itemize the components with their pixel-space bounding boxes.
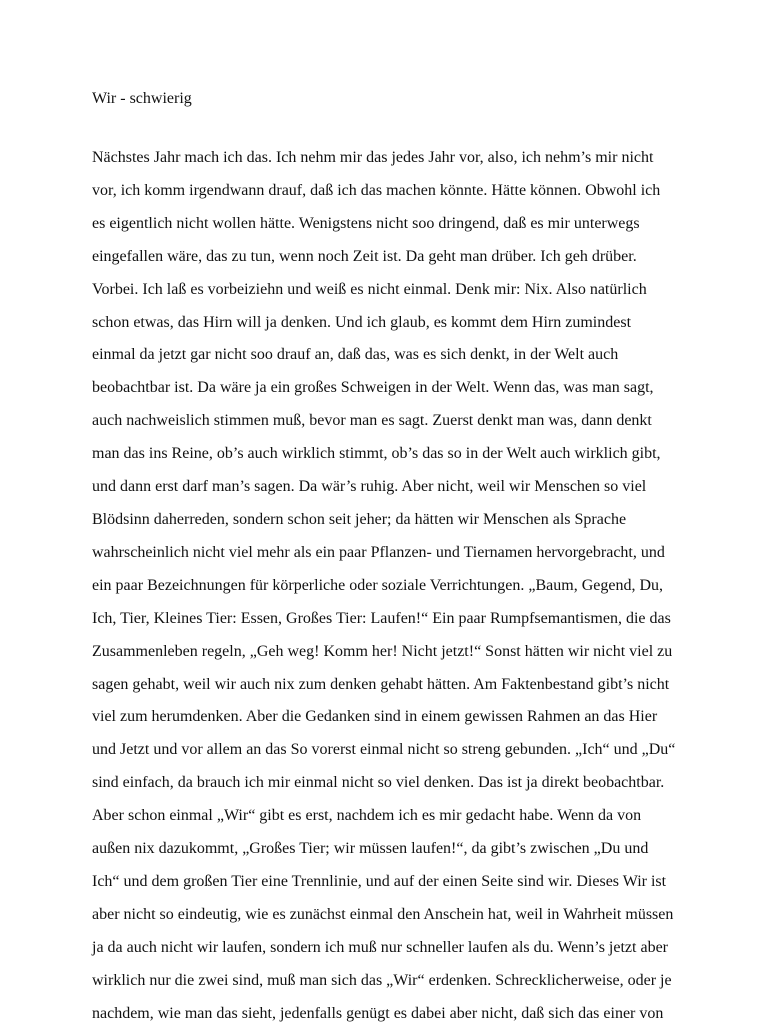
text-line: ja da auch nicht wir laufen, sondern ich muß nur schneller laufen als du. Wenn’s jetzt aber bbox=[92, 938, 668, 956]
text-line: und Jetzt und vor allem an das So vorerst einmal nicht so streng gebunden. „Ich“ und „Du“ bbox=[92, 741, 676, 759]
text-line: Ich, Tier, Kleines Tier: Essen, Großes Tier: Laufen!“ Ein paar Rumpfsemantismen, die das bbox=[92, 609, 671, 627]
document-title: Wir - schwierig bbox=[92, 90, 192, 107]
text-line: vor, ich komm irgendwann drauf, daß ich das machen könnte. Hätte können. Obwohl ich bbox=[92, 181, 661, 199]
text-line: schon etwas, das Hirn will ja denken. Und ich glaub, es kommt dem Hirn zumindest bbox=[92, 313, 632, 331]
text-line: es eigentlich nicht wollen hätte. Wenigstens nicht soo dringend, daß es mir unterwegs bbox=[92, 214, 640, 232]
text-line: Ich“ und dem großen Tier eine Trennlinie, und auf der einen Seite sind wir. Dieses Wir ist bbox=[92, 872, 667, 890]
text-line: sind einfach, da brauch ich mir einmal nicht so viel denken. Das ist ja direkt beobachtbar. bbox=[92, 774, 665, 792]
text-line: man das ins Reine, ob’s auch wirklich stimmt, ob’s das so in der Welt auch wirklich gibt, bbox=[92, 445, 661, 463]
text-line: aber nicht so eindeutig, wie es zunächst einmal den Anschein hat, weil in Wahrheit müssen bbox=[92, 905, 674, 923]
text-line: sagen gehabt, weil wir auch nix zum denken gehabt hätten. Am Faktenbestand gibt’s nicht bbox=[92, 675, 670, 693]
document-page bbox=[92, 86, 762, 1030]
text-line: viel zum herumdenken. Aber die Gedanken sind in einem gewissen Rahmen an das Hier bbox=[92, 708, 658, 726]
text-line: Zusammenleben regeln, „Geh weg! Komm her! Nicht jetzt!“ Sonst hätten wir nicht viel zu bbox=[92, 642, 673, 660]
text-line: beobachtbar ist. Da wäre ja ein großes Schweigen in der Welt. Wenn das, was man sagt, bbox=[92, 379, 654, 397]
text-line: Vorbei. Ich laß es vorbeiziehn und weiß es nicht einmal. Denk mir: Nix. Also natürlich bbox=[92, 280, 647, 298]
text-line: auch nachweislich stimmen muß, bevor man es sagt. Zuerst denkt man was, dann denkt bbox=[92, 412, 652, 430]
text-line: Aber schon einmal „Wir“ gibt es erst, nachdem ich es mir gedacht habe. Wenn da von bbox=[92, 807, 642, 825]
text-line: und dann erst darf man’s sagen. Da wär’s ruhig. Aber nicht, weil wir Menschen so viel bbox=[92, 478, 647, 496]
text-line: wahrscheinlich nicht viel mehr als ein paar Pflanzen- und Tiernamen hervorgebracht, und bbox=[92, 543, 665, 561]
text-line: nachdem, wie man das sieht, jedenfalls genügt es dabei aber nicht, daß sich das einer von bbox=[92, 1004, 664, 1022]
text-line: Nächstes Jahr mach ich das. Ich nehm mir das jedes Jahr vor, also, ich nehm’s mir nicht bbox=[92, 149, 654, 166]
text-line: außen nix dazukommt, „Großes Tier; wir müssen laufen!“, da gibt’s zwischen „Du und bbox=[92, 840, 649, 858]
text-line: einmal da jetzt gar nicht soo drauf an, daß das, was es sich denkt, in der Welt auch bbox=[92, 346, 619, 364]
text-line: Blödsinn daherreden, sondern schon seit jeher; da hätten wir Menschen als Sprache bbox=[92, 510, 627, 528]
text-line: ein paar Bezeichnungen für körperliche oder soziale Verrichtungen. „Baum, Gegend, Du, bbox=[92, 576, 664, 594]
body-paragraph bbox=[92, 142, 762, 1030]
text-line: wirklich nur die zwei sind, muß man sich das „Wir“ erdenken. Schrecklicherweise, oder je bbox=[92, 971, 672, 989]
text-line: eingefallen wäre, das zu tun, wenn noch Zeit ist. Da geht man drüber. Ich geh drüber. bbox=[92, 247, 637, 265]
